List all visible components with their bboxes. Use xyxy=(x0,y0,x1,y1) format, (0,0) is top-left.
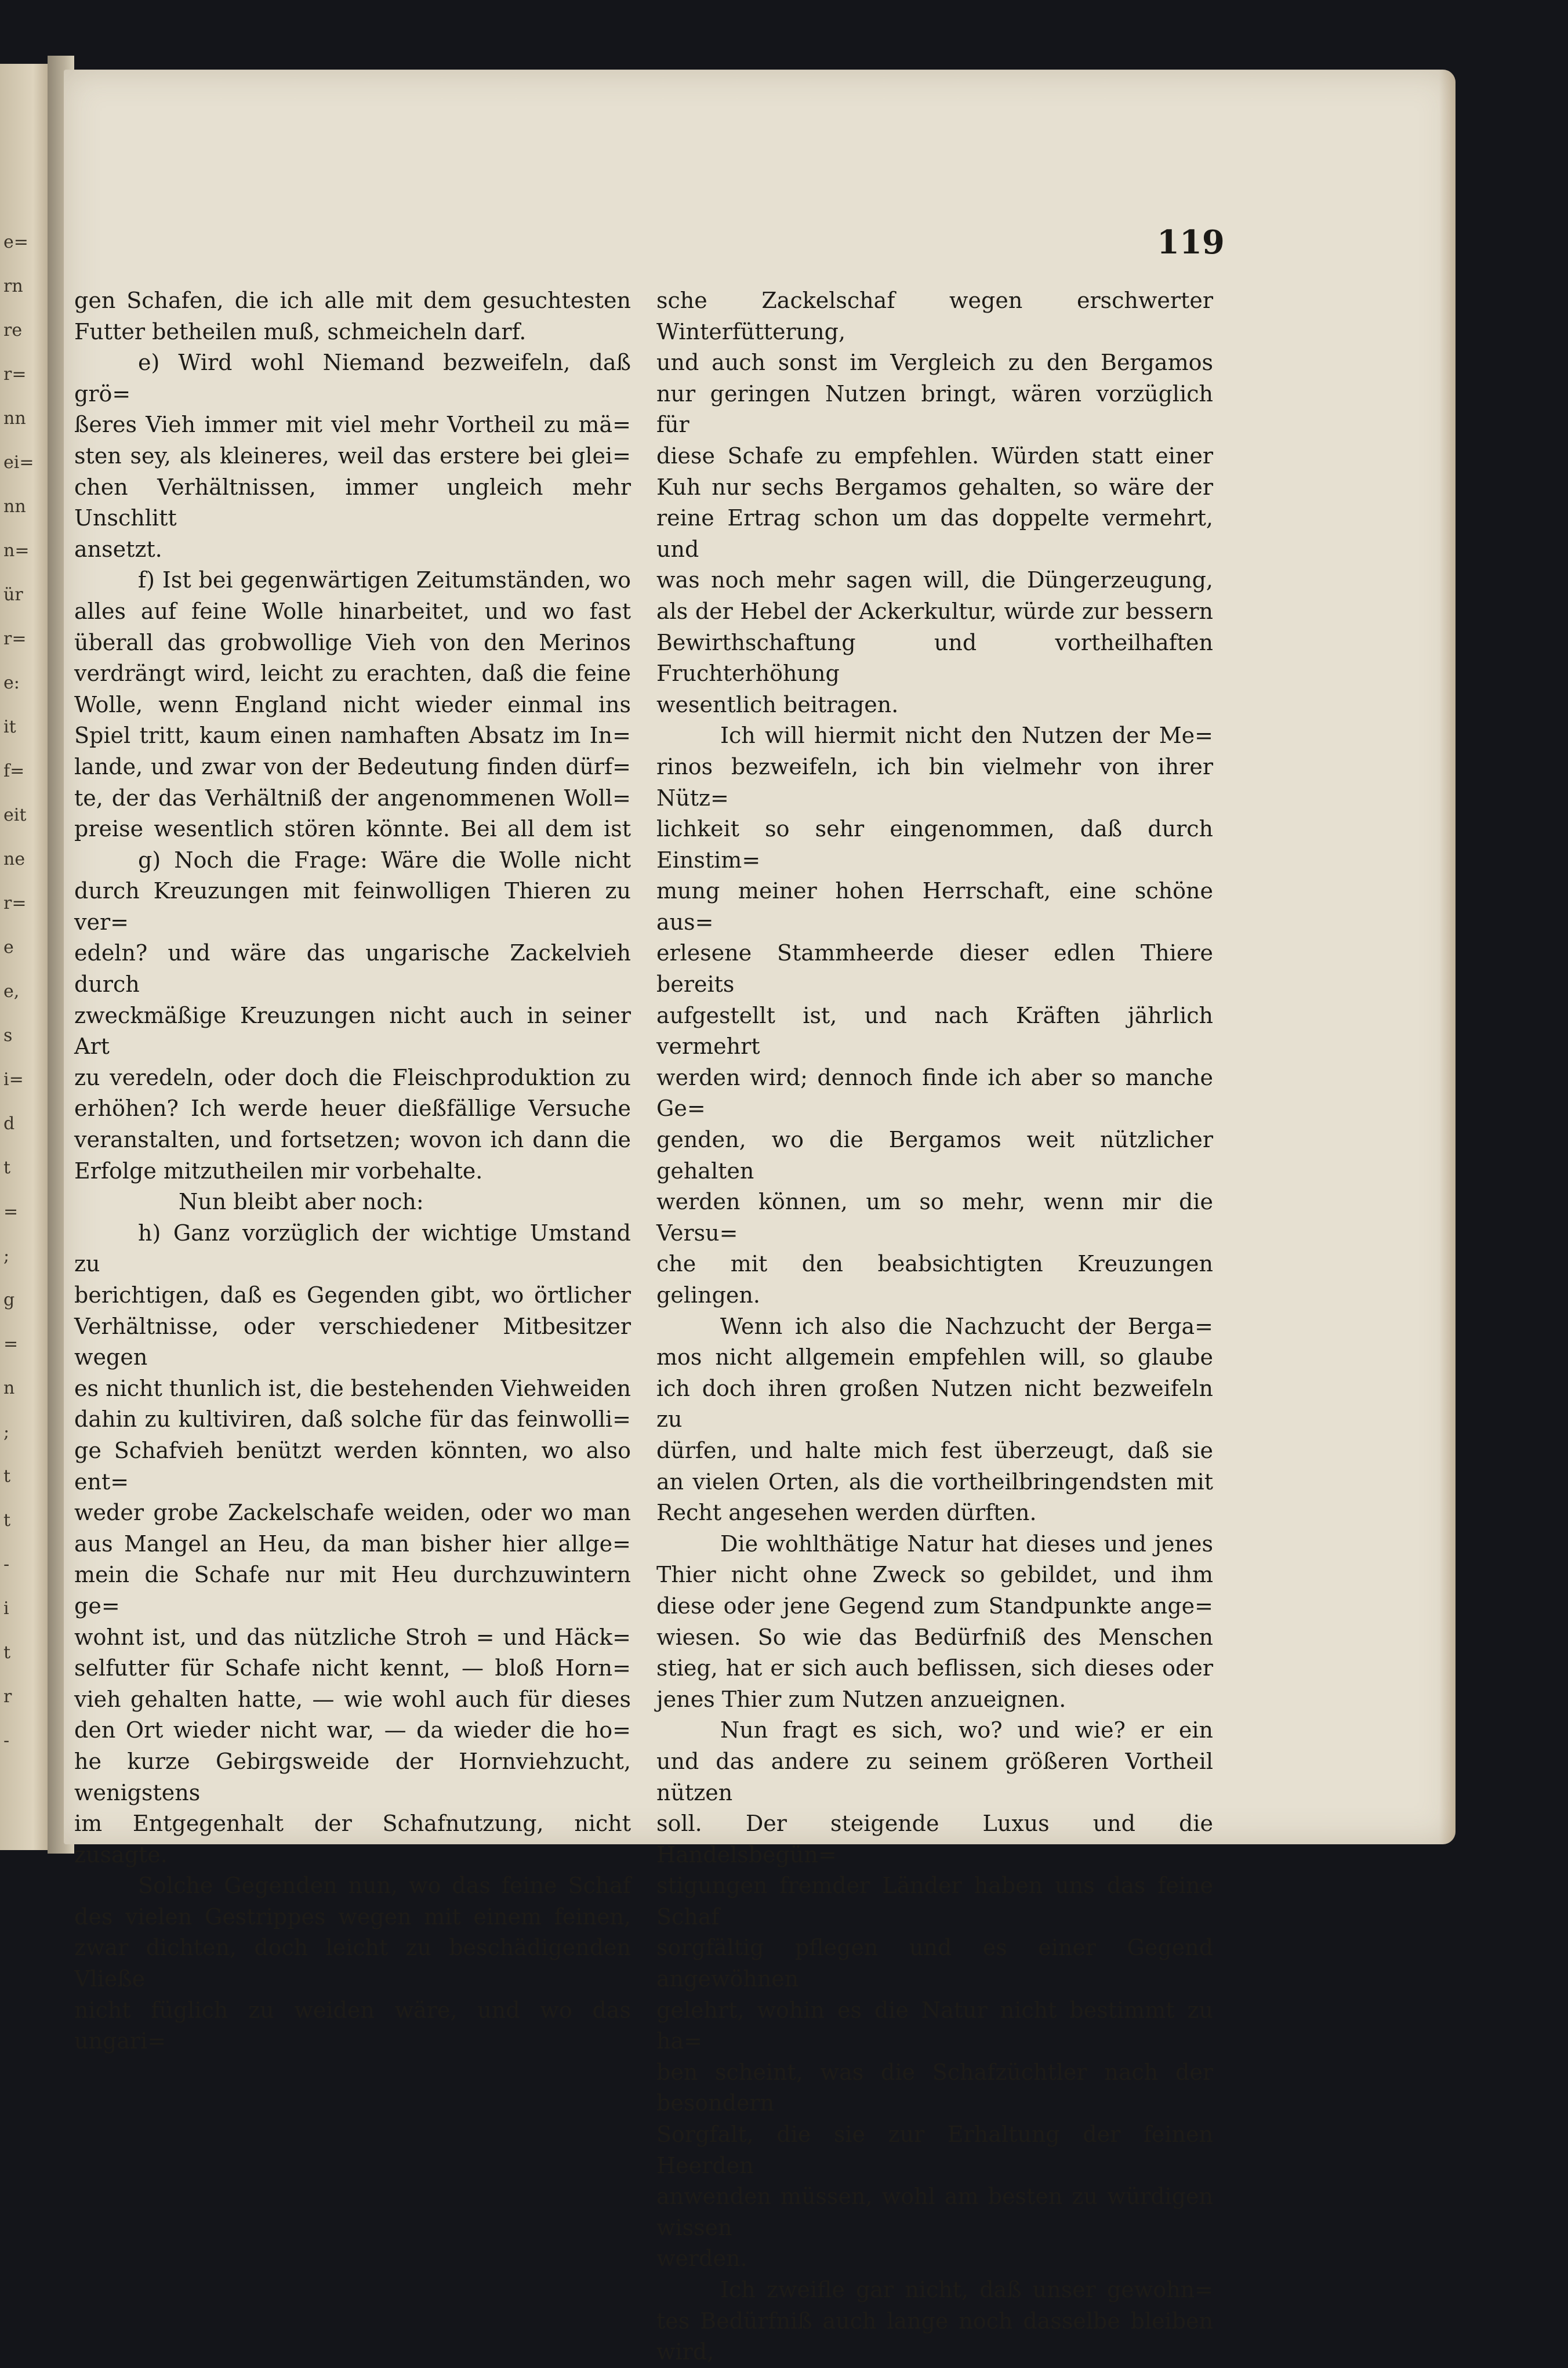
previous-page-fragment: g xyxy=(3,1290,15,1310)
previous-page-fragment: s xyxy=(3,1025,13,1046)
text-line: zweckmäßige Kreuzungen nicht auch in seiner Art xyxy=(74,1002,631,1060)
text-line: sten sey, als kleineres, weil das erstere bei glei= xyxy=(74,443,631,469)
previous-page-fragment: t xyxy=(3,1158,11,1178)
text-line: zu veredeln, oder doch die Fleischproduktion zu xyxy=(74,1064,631,1090)
right-text-column xyxy=(656,285,1213,2368)
text-line: dürfen, und halte mich fest überzeugt, daß sie xyxy=(656,1437,1213,1463)
previous-page-fragment: r= xyxy=(3,893,27,913)
text-line: aufgestellt ist, und nach Kräften jährlich vermehrt xyxy=(656,1002,1213,1060)
previous-page-fragment: n xyxy=(3,1378,15,1398)
previous-page-fragment: nn xyxy=(3,496,26,517)
previous-page-fragment: t xyxy=(3,1642,11,1663)
text-line: Nun fragt es sich, wo? und wie? er ein xyxy=(720,1717,1213,1743)
text-line: nur geringen Nutzen bringt, wären vorzüglich für xyxy=(656,380,1213,438)
text-line: anwenden müssen, wohl am besten zu würdigen wissen xyxy=(656,2184,1213,2240)
previous-page-fragment: r xyxy=(3,1687,12,1707)
previous-page-fragment: - xyxy=(3,1554,10,1575)
text-line: des vielen Gestrippes wegen mit einem feinen, xyxy=(74,1903,631,1930)
previous-page-fragment: it xyxy=(3,717,16,737)
text-line: te, der das Verhältniß der angenommenen Woll= xyxy=(74,785,631,811)
text-line: sorgfältig pflegen und es einer Gegend angewöhnen xyxy=(656,1935,1213,1992)
text-line: edeln? und wäre das ungarische Zackelvieh durch xyxy=(74,940,631,998)
text-line: aus Mangel an Heu, da man bisher hier allge= xyxy=(74,1531,631,1557)
previous-page-fragment: ; xyxy=(3,1422,10,1442)
text-line: erhöhen? Ich werde heuer dießfällige Versuche xyxy=(74,1096,631,1122)
text-line: f) Ist bei gegenwärtigen Zeitumständen, wo xyxy=(138,567,631,593)
previous-page-fragment: i= xyxy=(3,1069,24,1090)
text-line: als der Hebel der Ackerkultur, würde zur bessern xyxy=(656,598,1213,624)
text-line: genden, wo die Bergamos weit nützlicher gehalten xyxy=(656,1127,1213,1184)
text-line: he kurze Gebirgsweide der Hornviehzucht, wenigstens xyxy=(74,1748,631,1805)
text-line: werden. xyxy=(656,2246,747,2272)
text-line: und das andere zu seinem größeren Vortheil nützen xyxy=(656,1748,1213,1805)
previous-page-fragment: e, xyxy=(3,981,20,1002)
previous-page-fragment: i xyxy=(3,1598,9,1619)
previous-page-fragment: nn xyxy=(3,408,26,429)
previous-page-fragment: t xyxy=(3,1466,11,1486)
text-line: Wenn ich also die Nachzucht der Berga= xyxy=(720,1313,1213,1339)
text-line: Spiel tritt, kaum einen namhaften Absatz im In= xyxy=(74,723,631,749)
previous-page-fragment: e xyxy=(3,937,14,958)
text-line: reine Ertrag schon um das doppelte vermehrt, und xyxy=(656,505,1213,562)
text-line: werden können, um so mehr, wenn mir die Versu= xyxy=(656,1189,1213,1246)
text-line: es nicht thunlich ist, die bestehenden Viehweiden xyxy=(74,1375,631,1401)
text-line: lande, und zwar von der Bedeutung finden dürf= xyxy=(74,753,631,779)
text-line: an vielen Orten, als die vortheilbringendsten mit xyxy=(656,1468,1213,1495)
previous-page-fragment: ; xyxy=(3,1246,10,1266)
text-line: den Ort wieder nicht war, — da wieder die ho= xyxy=(74,1717,631,1743)
previous-page-fragment: e= xyxy=(3,232,28,252)
text-line: was noch mehr sagen will, die Düngerzeugung, xyxy=(656,567,1213,593)
previous-page-fragment: e: xyxy=(3,673,20,693)
text-line: verdrängt wird, leicht zu erachten, daß die feine xyxy=(74,661,631,687)
text-line: Solche Gegenden nun, wo das feine Schaf xyxy=(138,1873,631,1899)
previous-page-fragment: n= xyxy=(3,541,30,561)
text-line: erlesene Stammheerde dieser edlen Thiere bereits xyxy=(656,940,1213,998)
text-line: wesentlich beitragen. xyxy=(656,691,899,717)
previous-page-fragment: = xyxy=(3,1202,19,1222)
left-text-column xyxy=(74,285,631,2057)
text-line: sche Zackelschaf wegen erschwerter Winterfütterung, xyxy=(656,288,1213,344)
text-line: Kuh nur sechs Bergamos gehalten, so wäre der xyxy=(656,474,1213,500)
text-line: Thier nicht ohne Zweck so gebildet, und ihm xyxy=(656,1562,1213,1588)
previous-page-fragment: - xyxy=(3,1731,10,1751)
page-number: 119 xyxy=(1157,223,1225,262)
text-line: vieh gehalten hatte, — wie wohl auch für dieses xyxy=(74,1686,631,1712)
text-line: ansetzt. xyxy=(74,536,162,562)
previous-page-fragment: re xyxy=(3,320,23,340)
text-line: mein die Schafe nur mit Heu durchzuwintern ge= xyxy=(74,1562,631,1619)
text-line: e) Wird wohl Niemand bezweifeln, daß grö= xyxy=(74,350,631,407)
text-line: Ich zweifle gar nicht, daß unser gewohn= xyxy=(720,2277,1213,2302)
text-line: Nun bleibt aber noch: xyxy=(179,1189,424,1215)
text-line: durch Kreuzungen mit feinwolligen Thieren zu ver= xyxy=(74,878,631,935)
text-line: wohnt ist, und das nützliche Stroh = und Häck= xyxy=(74,1624,631,1650)
text-line: Futter betheilen muß, schmeicheln darf. xyxy=(74,318,527,344)
text-line: gelehrt, wohin es die Natur nicht bestimmt zu ha= xyxy=(656,1997,1213,2054)
text-line: selfutter für Schafe nicht kennt, — bloß Horn= xyxy=(74,1655,631,1681)
text-line: Ich will hiermit nicht den Nutzen der Me= xyxy=(720,723,1213,749)
previous-page-fragment: ei= xyxy=(3,452,34,473)
text-line: lichkeit so sehr eingenommen, daß durch Einstim= xyxy=(656,816,1213,873)
text-line: stigungen fremder Länder haben uns das feine Schaf xyxy=(656,1873,1213,1930)
text-line: überall das grobwollige Vieh von den Merinos xyxy=(74,629,631,655)
text-line: ben scheint, was die Schafzüchtler nach der besondern xyxy=(656,2059,1213,2116)
previous-page-edge xyxy=(0,64,48,1850)
text-line: tes Bedürfniß auch lange noch dasselbe bleiben wird, xyxy=(656,2308,1213,2365)
text-line: berichtigen, daß es Gegenden gibt, wo örtlicher xyxy=(74,1282,631,1308)
text-line: zwar dichten, doch leicht zu beschädigenden Vließe xyxy=(74,1935,631,1992)
text-line: preise wesentlich stören könnte. Bei all dem ist xyxy=(74,816,631,842)
text-line: im Entgegenhalt der Schafnutzung, nicht zusagte. xyxy=(74,1811,631,1867)
text-line: ge Schafvieh benützt werden könnten, wo also ent= xyxy=(74,1437,631,1495)
previous-page-fragment: d xyxy=(3,1114,15,1134)
text-line: h) Ganz vorzüglich der wichtige Umstand zu xyxy=(74,1220,631,1277)
previous-page-fragment: r= xyxy=(3,364,27,385)
text-line: nicht füglich zu weiden wäre, und wo das ungari= xyxy=(74,1997,631,2054)
text-line: g) Noch die Frage: Wäre die Wolle nicht xyxy=(138,847,631,873)
previous-page-fragment: rn xyxy=(3,276,23,296)
text-line: alles auf feine Wolle hinarbeitet, und wo fast xyxy=(74,598,631,624)
text-line: Die wohlthätige Natur hat dieses und jenes xyxy=(720,1531,1213,1557)
text-line: che mit den beabsichtigten Kreuzungen gelingen. xyxy=(656,1251,1213,1308)
text-line: soll. Der steigende Luxus und die Handelsbegün= xyxy=(656,1811,1213,1867)
text-line: Wolle, wenn England nicht wieder einmal ins xyxy=(74,691,631,717)
previous-page-fragment: eit xyxy=(3,805,27,825)
text-line: chen Verhältnissen, immer ungleich mehr Unschlitt xyxy=(74,474,631,531)
text-line: Erfolge mitzutheilen mir vorbehalte. xyxy=(74,1158,483,1184)
text-line: Recht angesehen werden dürften. xyxy=(656,1500,1037,1526)
text-line: gen Schafen, die ich alle mit dem gesuchtesten xyxy=(74,288,631,313)
text-line: veranstalten, und fortsetzen; wovon ich dann die xyxy=(74,1127,631,1153)
text-line: mos nicht allgemein empfehlen will, so glaube xyxy=(656,1344,1213,1370)
text-line: wiesen. So wie das Bedürfniß des Menschen xyxy=(656,1624,1213,1650)
text-line: Bewirthschaftung und vortheilhaften Fruchterhöhung xyxy=(656,629,1213,687)
text-line: und auch sonst im Vergleich zu den Bergamos xyxy=(656,350,1213,376)
previous-page-fragment: r= xyxy=(3,629,27,649)
text-line: jenes Thier zum Nutzen anzueignen. xyxy=(656,1686,1066,1712)
text-line: rinos bezweifeln, ich bin vielmehr von ihrer Nütz= xyxy=(656,753,1213,811)
text-line: mung meiner hohen Herrschaft, eine schöne aus= xyxy=(656,878,1213,935)
text-line: diese oder jene Gegend zum Standpunkte ange= xyxy=(656,1593,1213,1619)
text-line: diese Schafe zu empfehlen. Würden statt einer xyxy=(656,443,1213,469)
previous-page-fragment: ne xyxy=(3,849,26,869)
previous-page-fragment: ür xyxy=(3,585,23,605)
previous-page-fragment: = xyxy=(3,1334,19,1354)
text-line: ich doch ihren großen Nutzen nicht bezweifeln zu xyxy=(656,1375,1213,1433)
previous-page-fragment: f= xyxy=(3,761,25,781)
previous-page-fragment: t xyxy=(3,1510,11,1531)
text-line: Sorgfalt, die sie zur Erhaltung der feinen Heerden xyxy=(656,2122,1213,2178)
text-line: Verhältnisse, oder verschiedener Mitbesitzer wegen xyxy=(74,1313,631,1370)
text-line: ßeres Vieh immer mit viel mehr Vortheil zu mä= xyxy=(74,412,631,438)
text-line: weder grobe Zackelschafe weiden, oder wo man xyxy=(74,1500,631,1526)
text-line: dahin zu kultiviren, daß solche für das feinwolli= xyxy=(74,1406,631,1433)
text-line: stieg, hat er sich auch beflissen, sich dieses oder xyxy=(656,1655,1213,1681)
text-line: werden wird; dennoch finde ich aber so manche Ge= xyxy=(656,1064,1213,1122)
